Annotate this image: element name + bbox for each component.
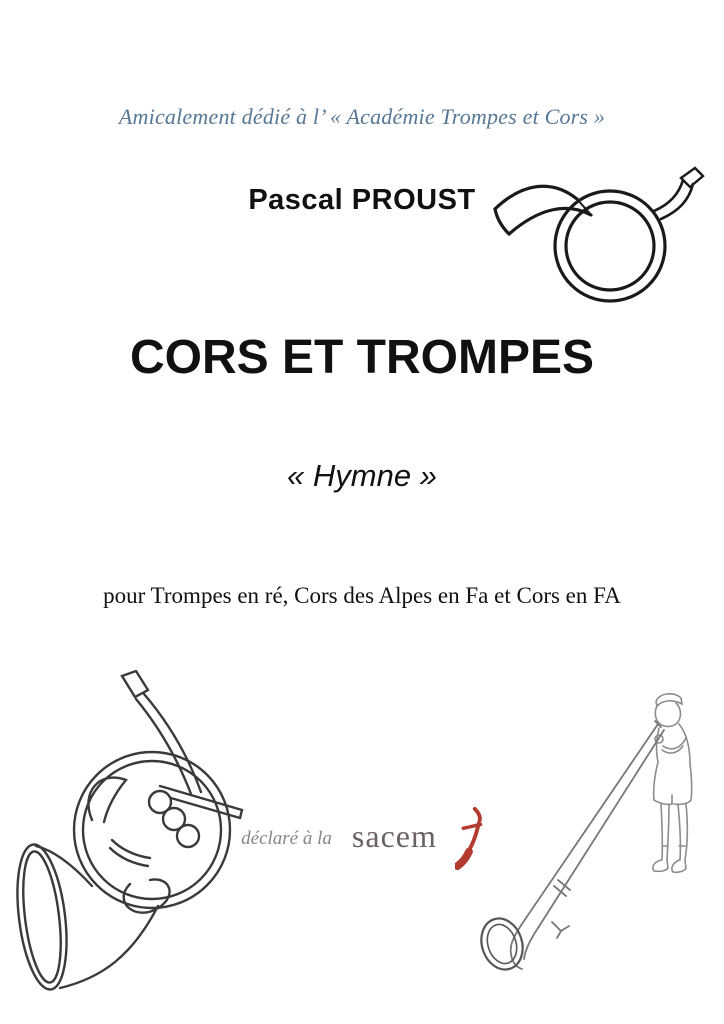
dedication-text: Amicalement dédié à l’ « Académie Trompes et Cors » xyxy=(118,104,606,129)
declaration-label: déclaré à la xyxy=(241,828,332,849)
sacem-logo-text: sacem xyxy=(351,818,437,854)
page-title: CORS ET TROMPES xyxy=(129,331,595,384)
alphorn-player-illustration xyxy=(462,682,710,1000)
instrumentation-line: pour Trompes en ré, Cors des Alpes en Fa et Cors en FA xyxy=(103,583,621,608)
piece-title: « Hymne » xyxy=(287,458,437,493)
author-name: Pascal PROUST xyxy=(248,184,476,216)
hunting-horn-illustration xyxy=(483,162,705,317)
